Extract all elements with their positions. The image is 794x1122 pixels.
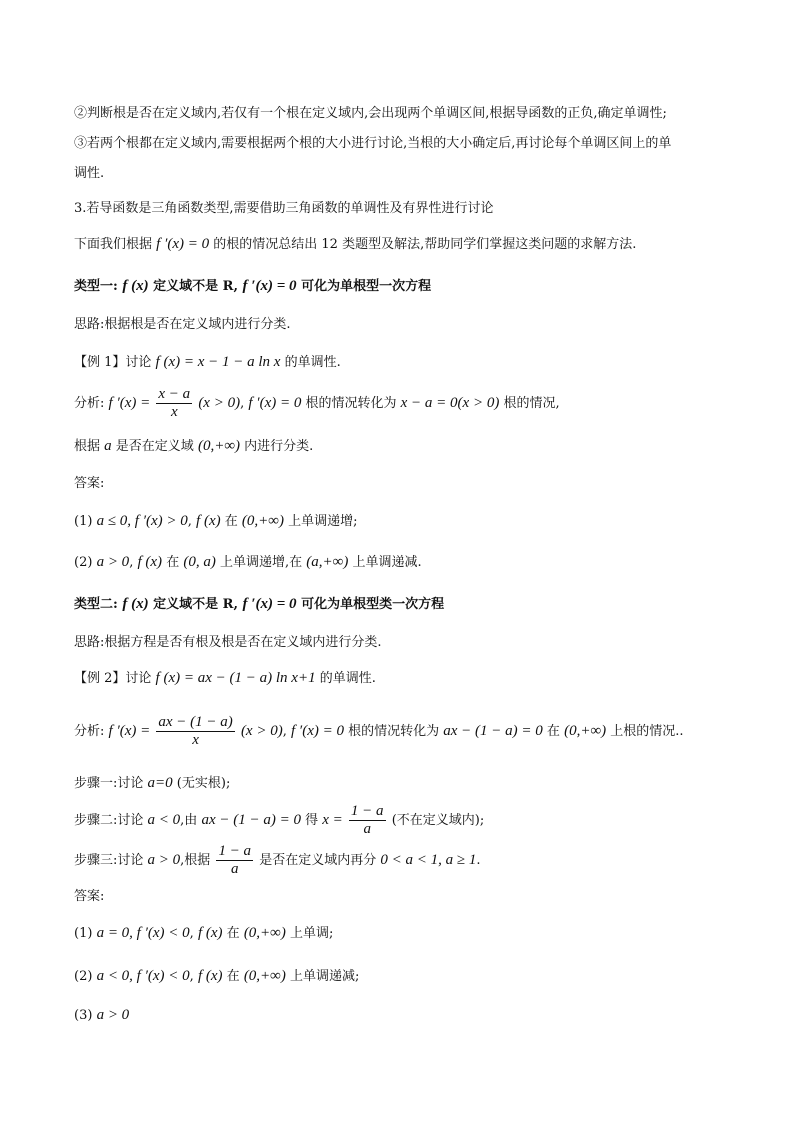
- item-text: 上单调递增,在: [219, 555, 303, 570]
- type1-sep: ,: [233, 279, 239, 294]
- analysis1-tail: 根的情况,: [503, 396, 560, 411]
- analysis2-denominator: x: [192, 732, 199, 748]
- answer1-item-2: [74, 552, 734, 573]
- example1-analysis: [74, 383, 734, 424]
- item-interval: (0,+∞): [243, 968, 286, 984]
- example1-function: f (x) = x − 1 − a ln x: [155, 354, 281, 370]
- item-text: 上单调;: [290, 926, 334, 941]
- analysis2-condition: (x > 0): [240, 723, 283, 739]
- step3-condition: a > 0: [147, 852, 181, 868]
- type2-sep: ,: [233, 597, 239, 612]
- step2-t: 得: [305, 813, 319, 828]
- text-line-1: ②判断根是否在定义域内,若仅有一个根在定义域内,会出现两个单调区间,根据导函数的正负,确定单调性;: [74, 106, 667, 121]
- item-text: 在: [226, 926, 240, 941]
- item-condition: a ≤ 0, f ′(x) > 0: [96, 513, 188, 529]
- item-sep: ,: [187, 514, 192, 529]
- item-number: (2): [74, 969, 93, 984]
- analysis1-condition: (x > 0): [198, 395, 241, 411]
- analysis2-t2: 在: [546, 724, 560, 739]
- item-condition: a > 0: [96, 554, 130, 570]
- step2: [74, 800, 734, 841]
- item-function: f (x): [197, 968, 223, 984]
- step3: [74, 840, 734, 881]
- analysis1-numerator: x − a: [158, 386, 191, 402]
- example1-tag: 【例 1】讨论: [74, 355, 152, 370]
- analysis1-eq2: f ′(x) = 0: [248, 395, 302, 411]
- step3-t: 是否在定义域内再分: [259, 853, 377, 868]
- type1-idea: 思路:根据根是否在定义域内进行分类.: [74, 317, 291, 332]
- item-text: 在: [166, 555, 180, 570]
- item-text: 上单调递减;: [290, 969, 360, 984]
- item-interval: (0,+∞): [241, 513, 284, 529]
- analysis2-numerator: ax − (1 − a): [158, 714, 233, 730]
- classify1: [74, 436, 734, 457]
- step2-eq: ax − (1 − a) = 0: [201, 812, 301, 828]
- step2-mid: ,由: [180, 813, 198, 828]
- item-function: f (x): [197, 925, 223, 941]
- analysis2-text: 根的情况转化为: [348, 724, 440, 739]
- step2-pre: 步骤二:讨论: [74, 813, 144, 828]
- intro-pre: 下面我们根据: [74, 237, 153, 252]
- item-condition: a = 0, f ′(x) < 0: [96, 925, 190, 941]
- example1-post: 的单调性.: [284, 355, 341, 370]
- step1-post: (无实根);: [176, 776, 231, 791]
- item-number: (3): [74, 1008, 93, 1023]
- analysis1-fraction: [156, 386, 192, 421]
- item-condition: a > 0: [96, 1007, 130, 1023]
- answer2-item-2: [74, 966, 734, 987]
- item-text: 上单调递减.: [352, 555, 422, 570]
- type1-R: R: [222, 279, 234, 294]
- analysis2-label: 分析:: [74, 724, 105, 739]
- classify1-pre: 根据: [74, 439, 101, 454]
- item-interval: (0, a): [183, 554, 216, 570]
- type2-label: 类型二:: [74, 597, 118, 612]
- classify1-a: a: [104, 438, 112, 454]
- item-sep: ,: [189, 926, 194, 941]
- step3-numerator: 1 − a: [218, 843, 252, 859]
- item-interval: (0,+∞): [243, 925, 286, 941]
- step3-denominator: a: [231, 861, 239, 877]
- intro-equation: f ′(x) = 0: [156, 236, 210, 252]
- item-interval: (a,+∞): [306, 554, 349, 570]
- analysis2-eq2: f ′(x) = 0: [291, 723, 344, 739]
- classify1-mid: 是否在定义域: [115, 439, 194, 454]
- example2-post: 的单调性.: [319, 671, 376, 686]
- item-sep: ,: [189, 969, 194, 984]
- analysis2-eq3: ax − (1 − a) = 0: [443, 723, 543, 739]
- answer1-item-1: [74, 511, 734, 532]
- classify1-domain: (0,+∞): [197, 438, 241, 454]
- intro-post: 的根的情况总结出 12 类题型及解法,帮助同学们掌握这类问题的求解方法.: [213, 237, 637, 252]
- step2-condition: a < 0: [147, 812, 181, 828]
- example2-function: f (x) = ax − (1 − a) ln x+1: [155, 670, 316, 686]
- item-number: (2): [74, 555, 93, 570]
- analysis2-tail: 上根的情况..: [610, 724, 684, 739]
- analysis2-domain: (0,+∞): [564, 723, 607, 739]
- item-text: 在: [224, 514, 238, 529]
- intro-paragraph: [74, 234, 734, 255]
- text-line-2: ③若两个根都在定义域内,需要根据两个根的大小进行讨论,当根的大小确定后,再讨论每个单调区间上的单: [74, 136, 672, 151]
- step3-fraction: [216, 843, 253, 878]
- step1: [74, 773, 734, 794]
- item-number: (1): [74, 926, 93, 941]
- item-text: 在: [226, 969, 240, 984]
- type1-equation: f ′(x) = 0: [242, 278, 297, 294]
- step3-mid: ,根据: [180, 853, 211, 868]
- text-line-4: 3.若导函数是三角函数类型,需要借助三角函数的单调性及有界性进行讨论: [74, 201, 494, 216]
- answer2-item-1: [74, 923, 734, 944]
- step1-pre: 步骤一:讨论: [74, 776, 144, 791]
- type1-mid: 定义域不是: [153, 279, 219, 294]
- example2-analysis: [74, 711, 734, 752]
- step2-numerator: 1 − a: [350, 803, 384, 819]
- item-text: 上单调递增;: [288, 514, 358, 529]
- type2-idea: 思路:根据方程是否有根及根是否在定义域内进行分类.: [74, 635, 382, 650]
- type1-label: 类型一:: [74, 279, 118, 294]
- example2-tag: 【例 2】讨论: [74, 671, 152, 686]
- item-sep: ,: [129, 555, 134, 570]
- type2-function: f (x): [122, 596, 149, 612]
- type2-equation: f ′(x) = 0: [242, 596, 297, 612]
- type1-heading: [74, 276, 734, 297]
- step2-x: x =: [322, 812, 343, 828]
- item-function: f (x): [196, 513, 221, 529]
- analysis1-mid: ,: [240, 396, 245, 411]
- type2-R: R: [222, 597, 234, 612]
- analysis2-fraction: [156, 714, 234, 749]
- item-function: f (x): [137, 554, 163, 570]
- step3-range: 0 < a < 1, a ≥ 1: [380, 852, 477, 868]
- item-number: (1): [74, 514, 93, 529]
- classify1-post: 内进行分类.: [244, 439, 314, 454]
- step2-fraction: [349, 803, 386, 838]
- type2-mid: 定义域不是: [153, 597, 219, 612]
- analysis1-eq3: x − a = 0(x > 0): [400, 395, 500, 411]
- example2: [74, 668, 734, 689]
- text-line-3: 调性.: [74, 166, 105, 181]
- answer2-label: 答案:: [74, 889, 105, 904]
- example1: [74, 352, 734, 373]
- type2-heading: [74, 594, 734, 615]
- answer2-item-3: [74, 1005, 734, 1026]
- step2-post: (不在定义域内);: [391, 813, 485, 828]
- analysis1-label: 分析:: [74, 396, 105, 411]
- analysis1-text: 根的情况转化为: [305, 396, 397, 411]
- step1-eq: a=0: [147, 775, 173, 791]
- step2-denominator: a: [363, 821, 371, 837]
- step3-pre: 步骤三:讨论: [74, 853, 144, 868]
- type1-tail: 可化为单根型一次方程: [301, 279, 432, 294]
- answer1-label: 答案:: [74, 476, 105, 491]
- type2-tail: 可化为单根型类一次方程: [301, 597, 445, 612]
- analysis1-lhs: f ′(x) =: [108, 395, 151, 411]
- analysis1-denominator: x: [170, 404, 178, 420]
- analysis2-mid: ,: [282, 724, 287, 739]
- item-condition: a < 0, f ′(x) < 0: [96, 968, 190, 984]
- step3-post: .: [476, 853, 481, 868]
- type1-function: f (x): [122, 278, 149, 294]
- analysis2-lhs: f ′(x) =: [108, 723, 151, 739]
